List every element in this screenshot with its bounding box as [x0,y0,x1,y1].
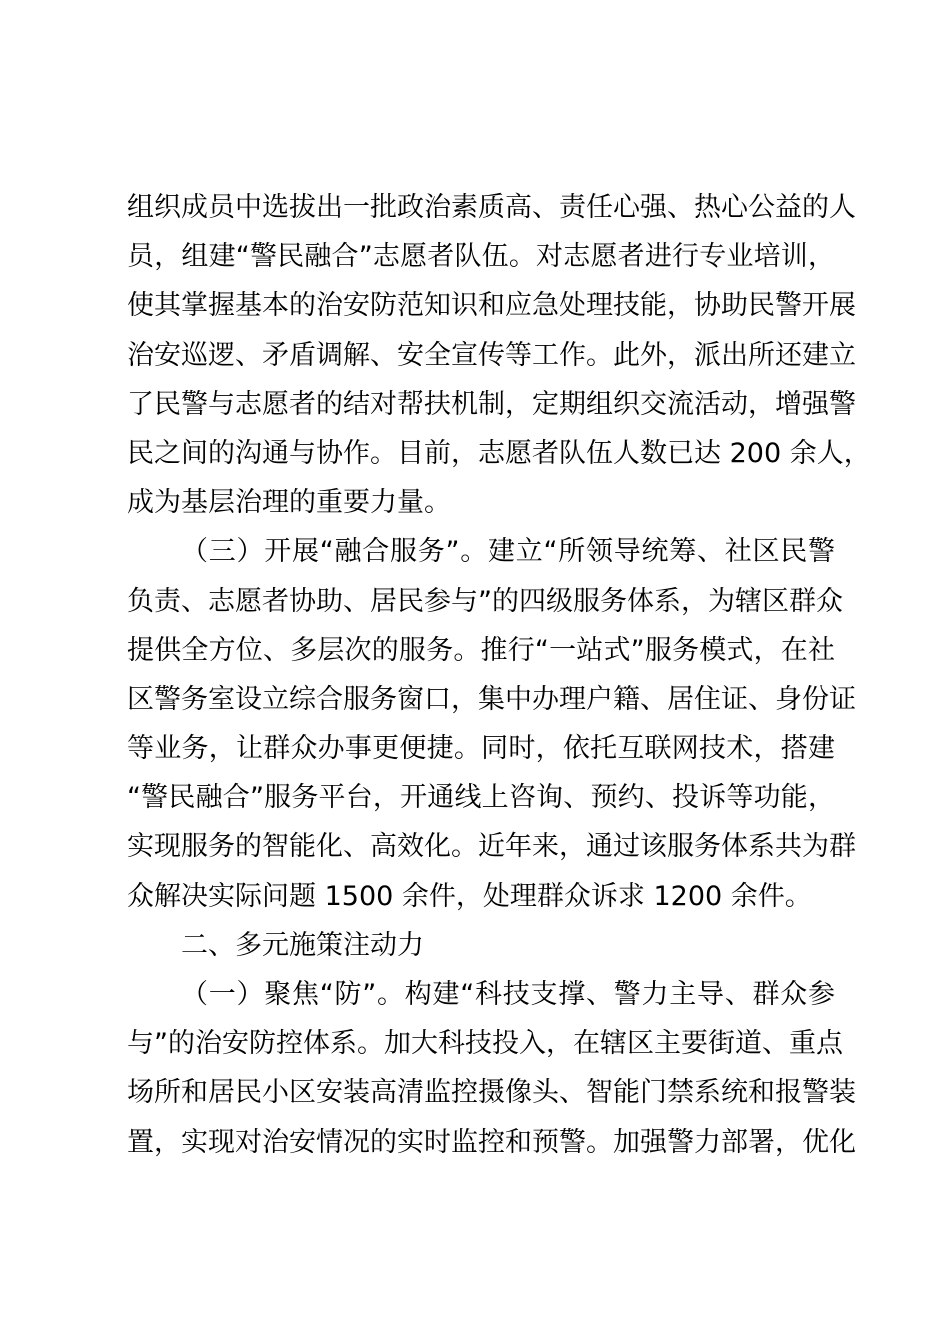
paragraph-start-line: （三）开展“融合服务”。建立“所领导统筹、社区民警 [181,536,835,568]
text-line: 场所和居民小区安装高清监控摄像头、智能门禁系统和报警装 [127,1077,856,1109]
text-line: 负责、志愿者协助、居民参与”的四级服务体系，为辖区群众 [127,585,843,617]
paragraph-start-line: （一）聚焦“防”。构建“科技支撑、警力主导、群众参 [181,979,835,1010]
section-heading: 二、多元施策注动力 [181,929,424,961]
text-line: 员，组建“警民融合”志愿者队伍。对志愿者进行专业培训， [127,241,835,273]
text-line: “警民融合”服务平台，开通线上咨询、预约、投诉等功能， [127,782,835,814]
text-line: 治安巡逻、矛盾调解、安全宣传等工作。此外，派出所还建立 [127,339,856,371]
body-text [127,183,871,1167]
text-line: 与”的治安防控体系。加大科技投入，在辖区主要街道、重点 [127,1028,843,1060]
text-line: 置，实现对治安情况的实时监控和预警。加强警力部署，优化 [127,1126,856,1158]
paragraph-end-line: 众解决实际问题 1500 余件，处理群众诉求 1200 余件。 [127,880,812,912]
text-line: 等业务，让群众办事更便捷。同时，依托互联网技术，搭建 [127,733,835,765]
text-line: 使其掌握基本的治安防范知识和应急处理技能，协助民警开展 [127,290,856,322]
text-line: 提供全方位、多层次的服务。推行“一站式”服务模式，在社 [127,634,835,666]
paragraph-end-line: 成为基层治理的重要力量。 [127,487,451,519]
text-line: 区警务室设立综合服务窗口，集中办理户籍、居住证、身份证 [127,683,856,715]
text-line: 民之间的沟通与协作。目前，志愿者队伍人数已达 200 余人， [127,437,871,469]
text-line: 了民警与志愿者的结对帮扶机制，定期组织交流活动，增强警 [127,388,856,420]
text-line: 组织成员中选拔出一批政治素质高、责任心强、热心公益的人 [127,192,856,223]
text-line: 实现服务的智能化、高效化。近年来，通过该服务体系共为群 [127,831,856,863]
